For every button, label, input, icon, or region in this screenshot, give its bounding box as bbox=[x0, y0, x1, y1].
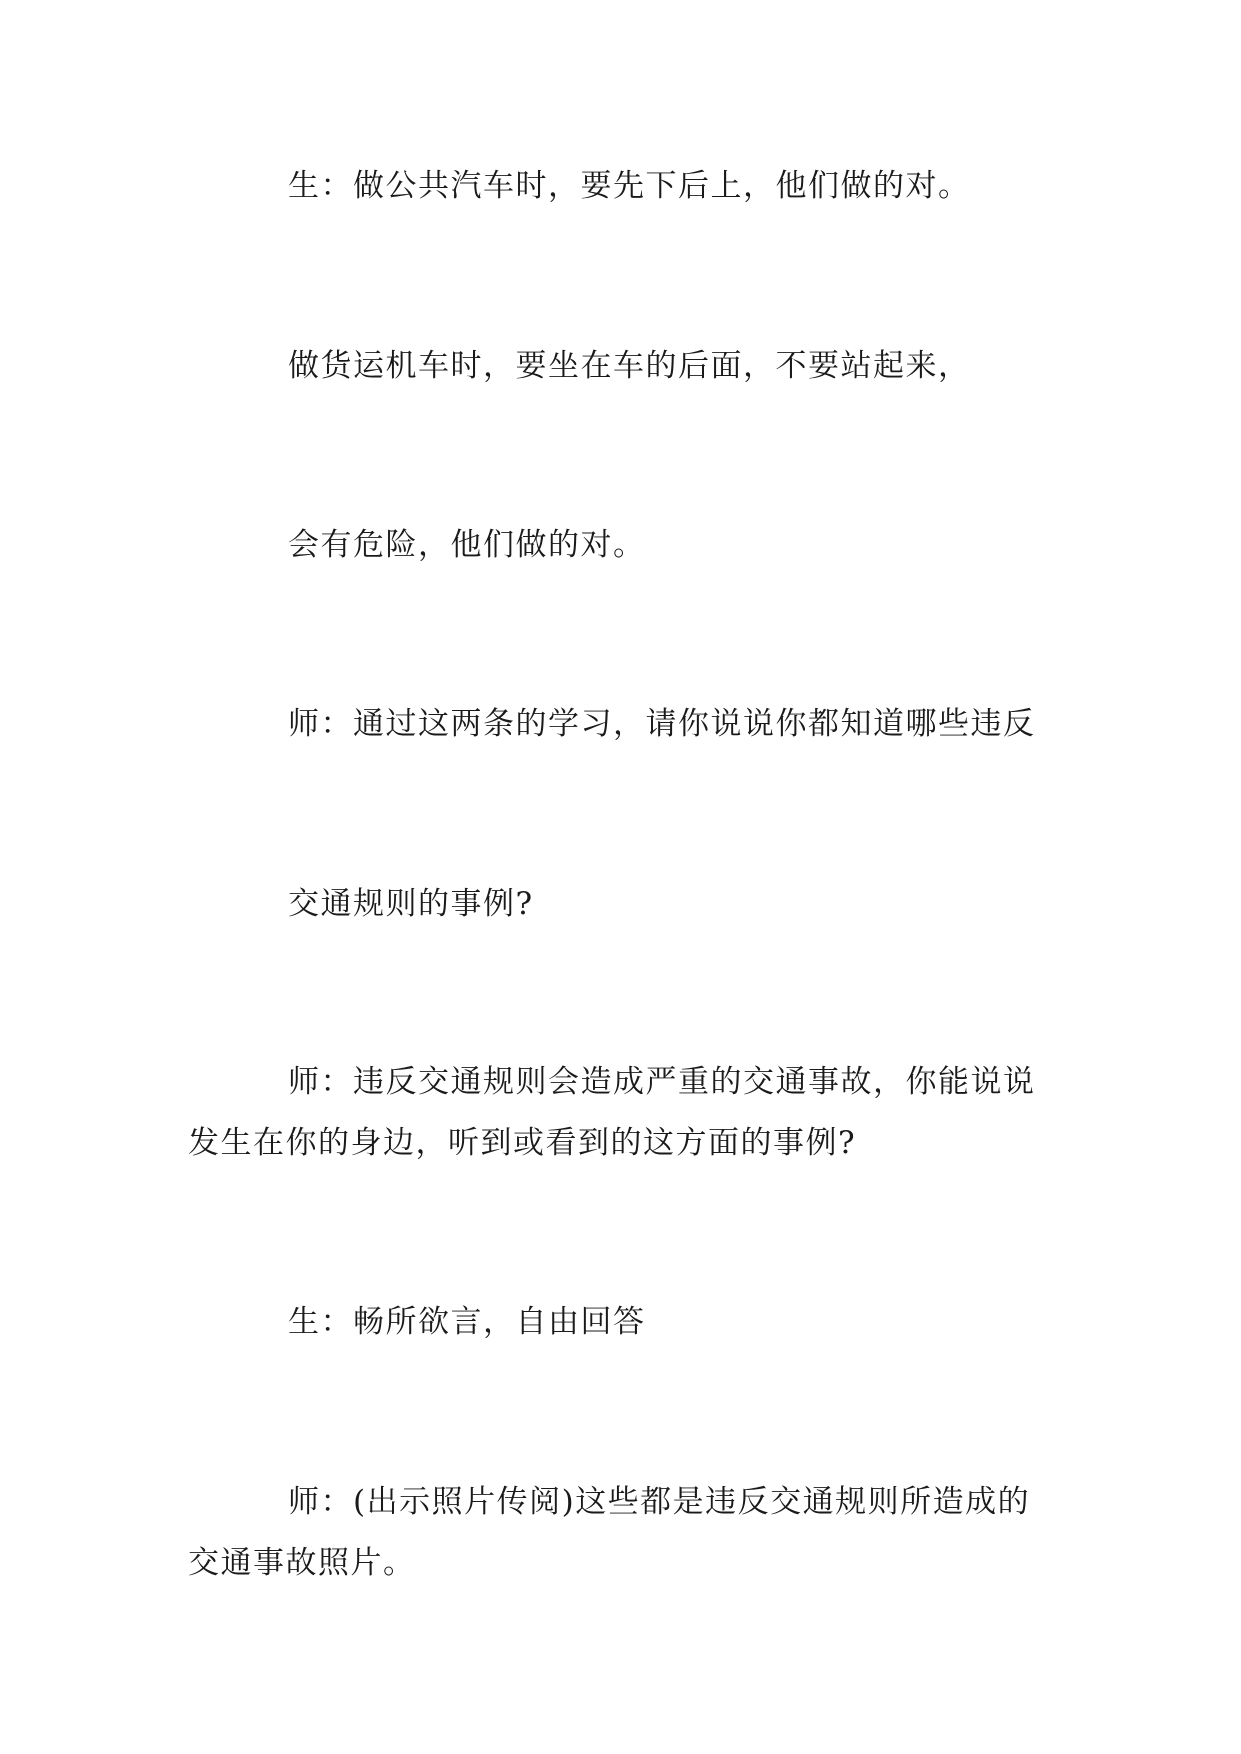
paragraph-cargo-line-2: 会有危险，他们做的对。 bbox=[288, 527, 646, 563]
paragraph-photo-line-2: 交通事故照片。 bbox=[188, 1545, 416, 1581]
paragraph-photo-line-1: 师：(出示照片传阅)这些都是违反交通规则所造成的 bbox=[288, 1484, 1031, 1520]
paragraph-student-answer: 生：畅所欲言，自由回答 bbox=[288, 1304, 646, 1340]
paragraph-accident-line-2: 发生在你的身边，听到或看到的这方面的事例? bbox=[188, 1125, 857, 1161]
paragraph-teacher-question-line-1: 师：通过这两条的学习，请你说说你都知道哪些违反 bbox=[288, 706, 1036, 742]
paragraph-teacher-question-line-2: 交通规则的事例? bbox=[288, 886, 534, 922]
paragraph-accident-line-1: 师：违反交通规则会造成严重的交通事故，你能说说 bbox=[288, 1064, 1036, 1100]
paragraph-cargo-line-1: 做货运机车时，要坐在车的后面，不要站起来， bbox=[288, 348, 971, 384]
paragraph-student-bus: 生：做公共汽车时，要先下后上，他们做的对。 bbox=[288, 168, 971, 204]
